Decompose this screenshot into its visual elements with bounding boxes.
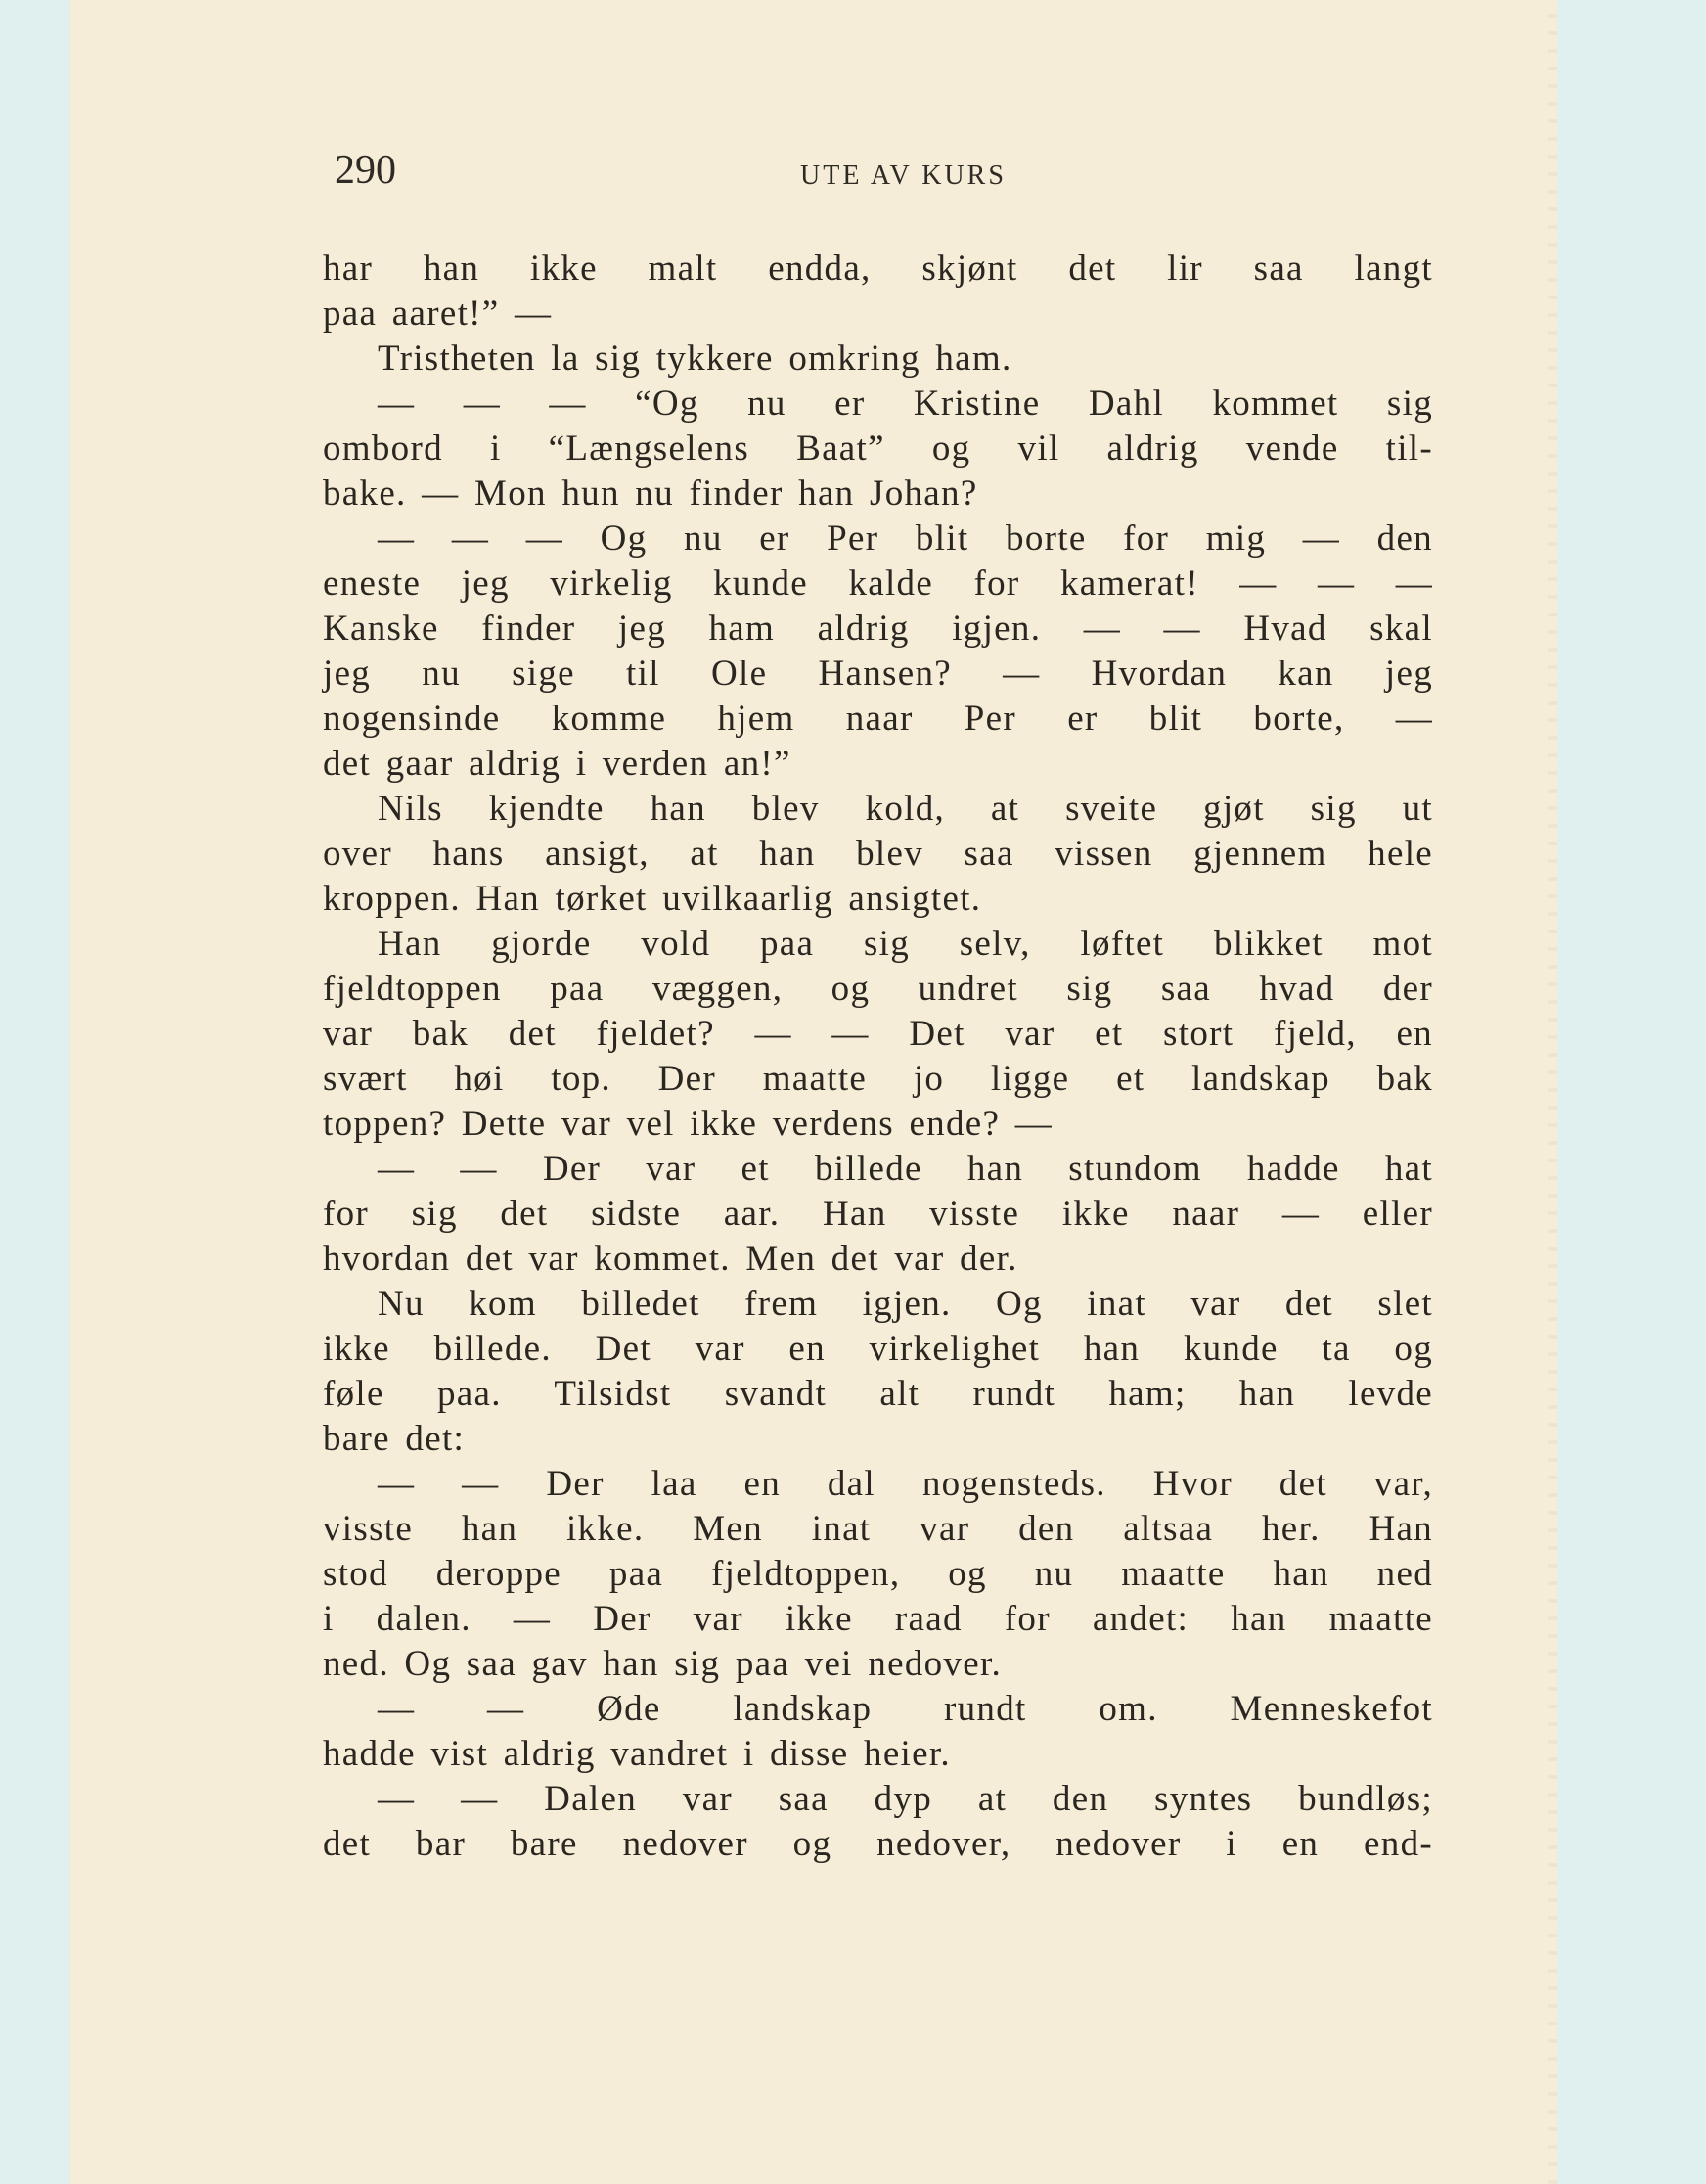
text-line: hvordan det var kommet. Men det var der. (323, 1239, 1018, 1279)
text-line: føle paa. Tilsidst svandt alt rundt ham; han levde (323, 1374, 1433, 1414)
text-line: stod deroppe paa fjeldtoppen, og nu maatte han ned (323, 1554, 1433, 1594)
text-line: for sig det sidste aar. Han visste ikke naar — eller (323, 1194, 1433, 1234)
page-header (335, 147, 1411, 205)
text-line: ombord i “Længselens Baat” og vil aldrig vende til- (323, 429, 1433, 469)
text-line: ikke billede. Det var en virkelighet han kunde ta og (323, 1329, 1433, 1369)
text-line: var bak det fjeldet? — — Det var et stort fjeld, en (323, 1014, 1433, 1054)
text-line: — — Øde landskap rundt om. Menneskefot (378, 1689, 1433, 1729)
text-line: — — — “Og nu er Kristine Dahl kommet sig (378, 384, 1433, 424)
text-line: nogensinde komme hjem naar Per er blit borte, — (323, 699, 1433, 739)
text-line: Han gjorde vold paa sig selv, løftet blikket mot (378, 924, 1433, 964)
text-line: har han ikke malt endda, skjønt det lir saa langt (323, 249, 1433, 289)
book-page (70, 0, 1549, 2184)
text-line: eneste jeg virkelig kunde kalde for kamerat! — — — (323, 564, 1433, 604)
text-line: Kanske finder jeg ham aldrig igjen. — — Hvad skal (323, 609, 1433, 649)
running-head: UTE AV KURS (800, 160, 1007, 191)
text-line: det bar bare nedover og nedover, nedover i en end- (323, 1824, 1433, 1864)
text-line: jeg nu sige til Ole Hansen? — Hvordan kan jeg (323, 654, 1433, 694)
page-number: 290 (335, 148, 396, 193)
text-line: — — Der laa en dal nogensteds. Hvor det var, (378, 1464, 1433, 1504)
text-line: toppen? Dette var vel ikke verdens ende? — (323, 1104, 1054, 1144)
text-line: visste han ikke. Men inat var den altsaa her. Han (323, 1509, 1433, 1549)
text-line: — — Dalen var saa dyp at den syntes bundløs; (378, 1779, 1433, 1819)
text-line: kroppen. Han tørket uvilkaarlig ansigtet. (323, 879, 982, 919)
text-line: — — — Og nu er Per blit borte for mig — den (378, 519, 1433, 559)
text-line: ned. Og saa gav han sig paa vei nedover. (323, 1644, 1003, 1684)
text-line: Nils kjendte han blev kold, at sveite gjøt sig ut (378, 789, 1433, 829)
text-line: paa aaret!” — (323, 294, 553, 334)
body-text (323, 247, 1433, 1867)
text-line: Nu kom billedet frem igjen. Og inat var det slet (378, 1284, 1433, 1324)
text-line: svært høi top. Der maatte jo ligge et landskap bak (323, 1059, 1433, 1099)
text-line: det gaar aldrig i verden an!” (323, 744, 791, 784)
text-line: Tristheten la sig tykkere omkring ham. (378, 339, 1012, 379)
text-line: — — Der var et billede han stundom hadde hat (378, 1149, 1433, 1189)
text-line: hadde vist aldrig vandret i disse heier. (323, 1734, 951, 1774)
text-line: i dalen. — Der var ikke raad for andet: han maatte (323, 1599, 1433, 1639)
text-line: bake. — Mon hun nu finder han Johan? (323, 474, 978, 514)
text-line: bare det: (323, 1419, 466, 1459)
text-line: fjeldtoppen paa væggen, og undret sig saa hvad der (323, 969, 1433, 1009)
text-line: over hans ansigt, at han blev saa vissen gjennem hele (323, 834, 1433, 874)
